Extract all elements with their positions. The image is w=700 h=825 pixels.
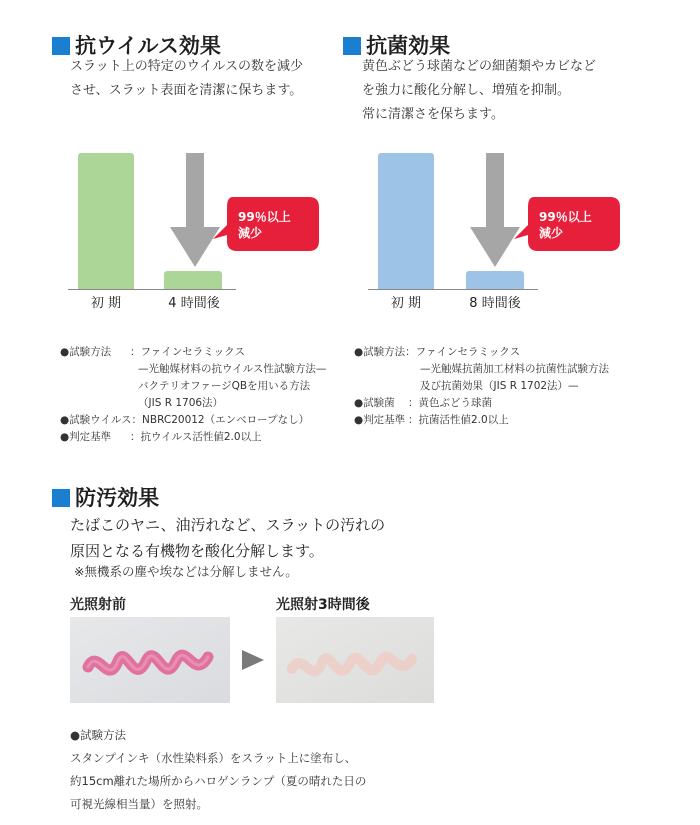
before-label: 光照射前 bbox=[70, 597, 126, 613]
antivirus-bar-initial bbox=[78, 153, 134, 289]
antibacterial-bar-after bbox=[466, 271, 524, 289]
note-row: ●判定基準 ： 抗ウイルス活性値2.0以上 bbox=[60, 431, 262, 443]
after-photo bbox=[276, 617, 434, 703]
note-row: ●試験ウイルス ： NBRC20012（エンベロープなし） bbox=[60, 414, 310, 426]
before-photo bbox=[70, 617, 230, 703]
antivirus-notes: ●試験方法 ： ファインセラミックス —光触媒材料の抗ウイルス性試験方法— バクテリオファージQBを用いる方法 （JIS R 1706法） ●試験ウイルス ： NBRC20012（エンベロープなし） ●判定基準 ： 抗ウイルス活性値2.0以上 bbox=[60, 344, 326, 446]
antivirus-description: スラット上の特定のウイルスの数を減少 させ、スラット表面を清潔に保ちます。 bbox=[70, 59, 303, 98]
antibacterial-baseline bbox=[368, 289, 538, 290]
antibacterial-description: 黄色ぶどう球菌などの細菌類やカビなど を強力に酸化分解し、増殖を抑制。 常に清潔さを保ちます。 bbox=[362, 59, 597, 122]
heading-square-icon bbox=[52, 37, 70, 55]
note-row: ●試験方法 ： ファインセラミックス bbox=[354, 346, 521, 358]
antibacterial-label-initial: 初 期 bbox=[390, 296, 422, 311]
antibacterial-bar-initial bbox=[378, 153, 434, 289]
antivirus-label-initial: 初 期 bbox=[90, 296, 122, 311]
heading-square-icon bbox=[343, 37, 361, 55]
antifouling-method: ●試験方法 スタンプインキ（水性染料系）をスラット上に塗布し、 約15cm離れた場所からハロゲンランプ（夏の晴れた日の 可視光線相当量）を照射。 bbox=[70, 728, 367, 811]
antivirus-baseline bbox=[68, 289, 236, 290]
antibacterial-notes: ●試験方法 ： ファインセラミックス —光触媒抗菌加工材料の抗菌性試験方法 及び抗菌効果（JIS R 1702法）— ●試験菌 ： 黄色ぶどう球菌 ●判定基準 ： 抗菌活性値2.0以上 bbox=[354, 344, 609, 429]
antifouling-description: たばこのヤニ、油汚れなど、スラットの汚れの 原因となる有機物を酸化分解します。 bbox=[70, 516, 386, 560]
after-label: 光照射3時間後 bbox=[276, 597, 370, 613]
antivirus-label-after: 4 時間後 bbox=[168, 296, 220, 311]
antibacterial-label-after: 8 時間後 bbox=[469, 296, 521, 311]
antibacterial-title: 抗菌効果 bbox=[366, 34, 451, 58]
antifouling-sub: ※無機系の塵や埃などは分解しません。 bbox=[74, 564, 298, 579]
antifouling-title: 防汚効果 bbox=[75, 486, 160, 510]
antifouling-heading bbox=[52, 482, 159, 512]
note-row: ●判定基準 ： 抗菌活性値2.0以上 bbox=[354, 414, 509, 426]
note-row: ●試験方法 ： ファインセラミックス bbox=[60, 346, 245, 358]
antibacterial-callout: 99％以上 減少 bbox=[539, 210, 592, 240]
play-arrow-icon bbox=[240, 648, 266, 672]
antivirus-bar-after bbox=[164, 271, 222, 289]
note-row: ●試験菌 ： 黄色ぶどう球菌 bbox=[354, 397, 492, 409]
antivirus-title: 抗ウイルス効果 bbox=[75, 34, 221, 58]
heading-square-icon bbox=[52, 489, 70, 507]
antivirus-callout: 99％以上 減少 bbox=[238, 210, 291, 240]
